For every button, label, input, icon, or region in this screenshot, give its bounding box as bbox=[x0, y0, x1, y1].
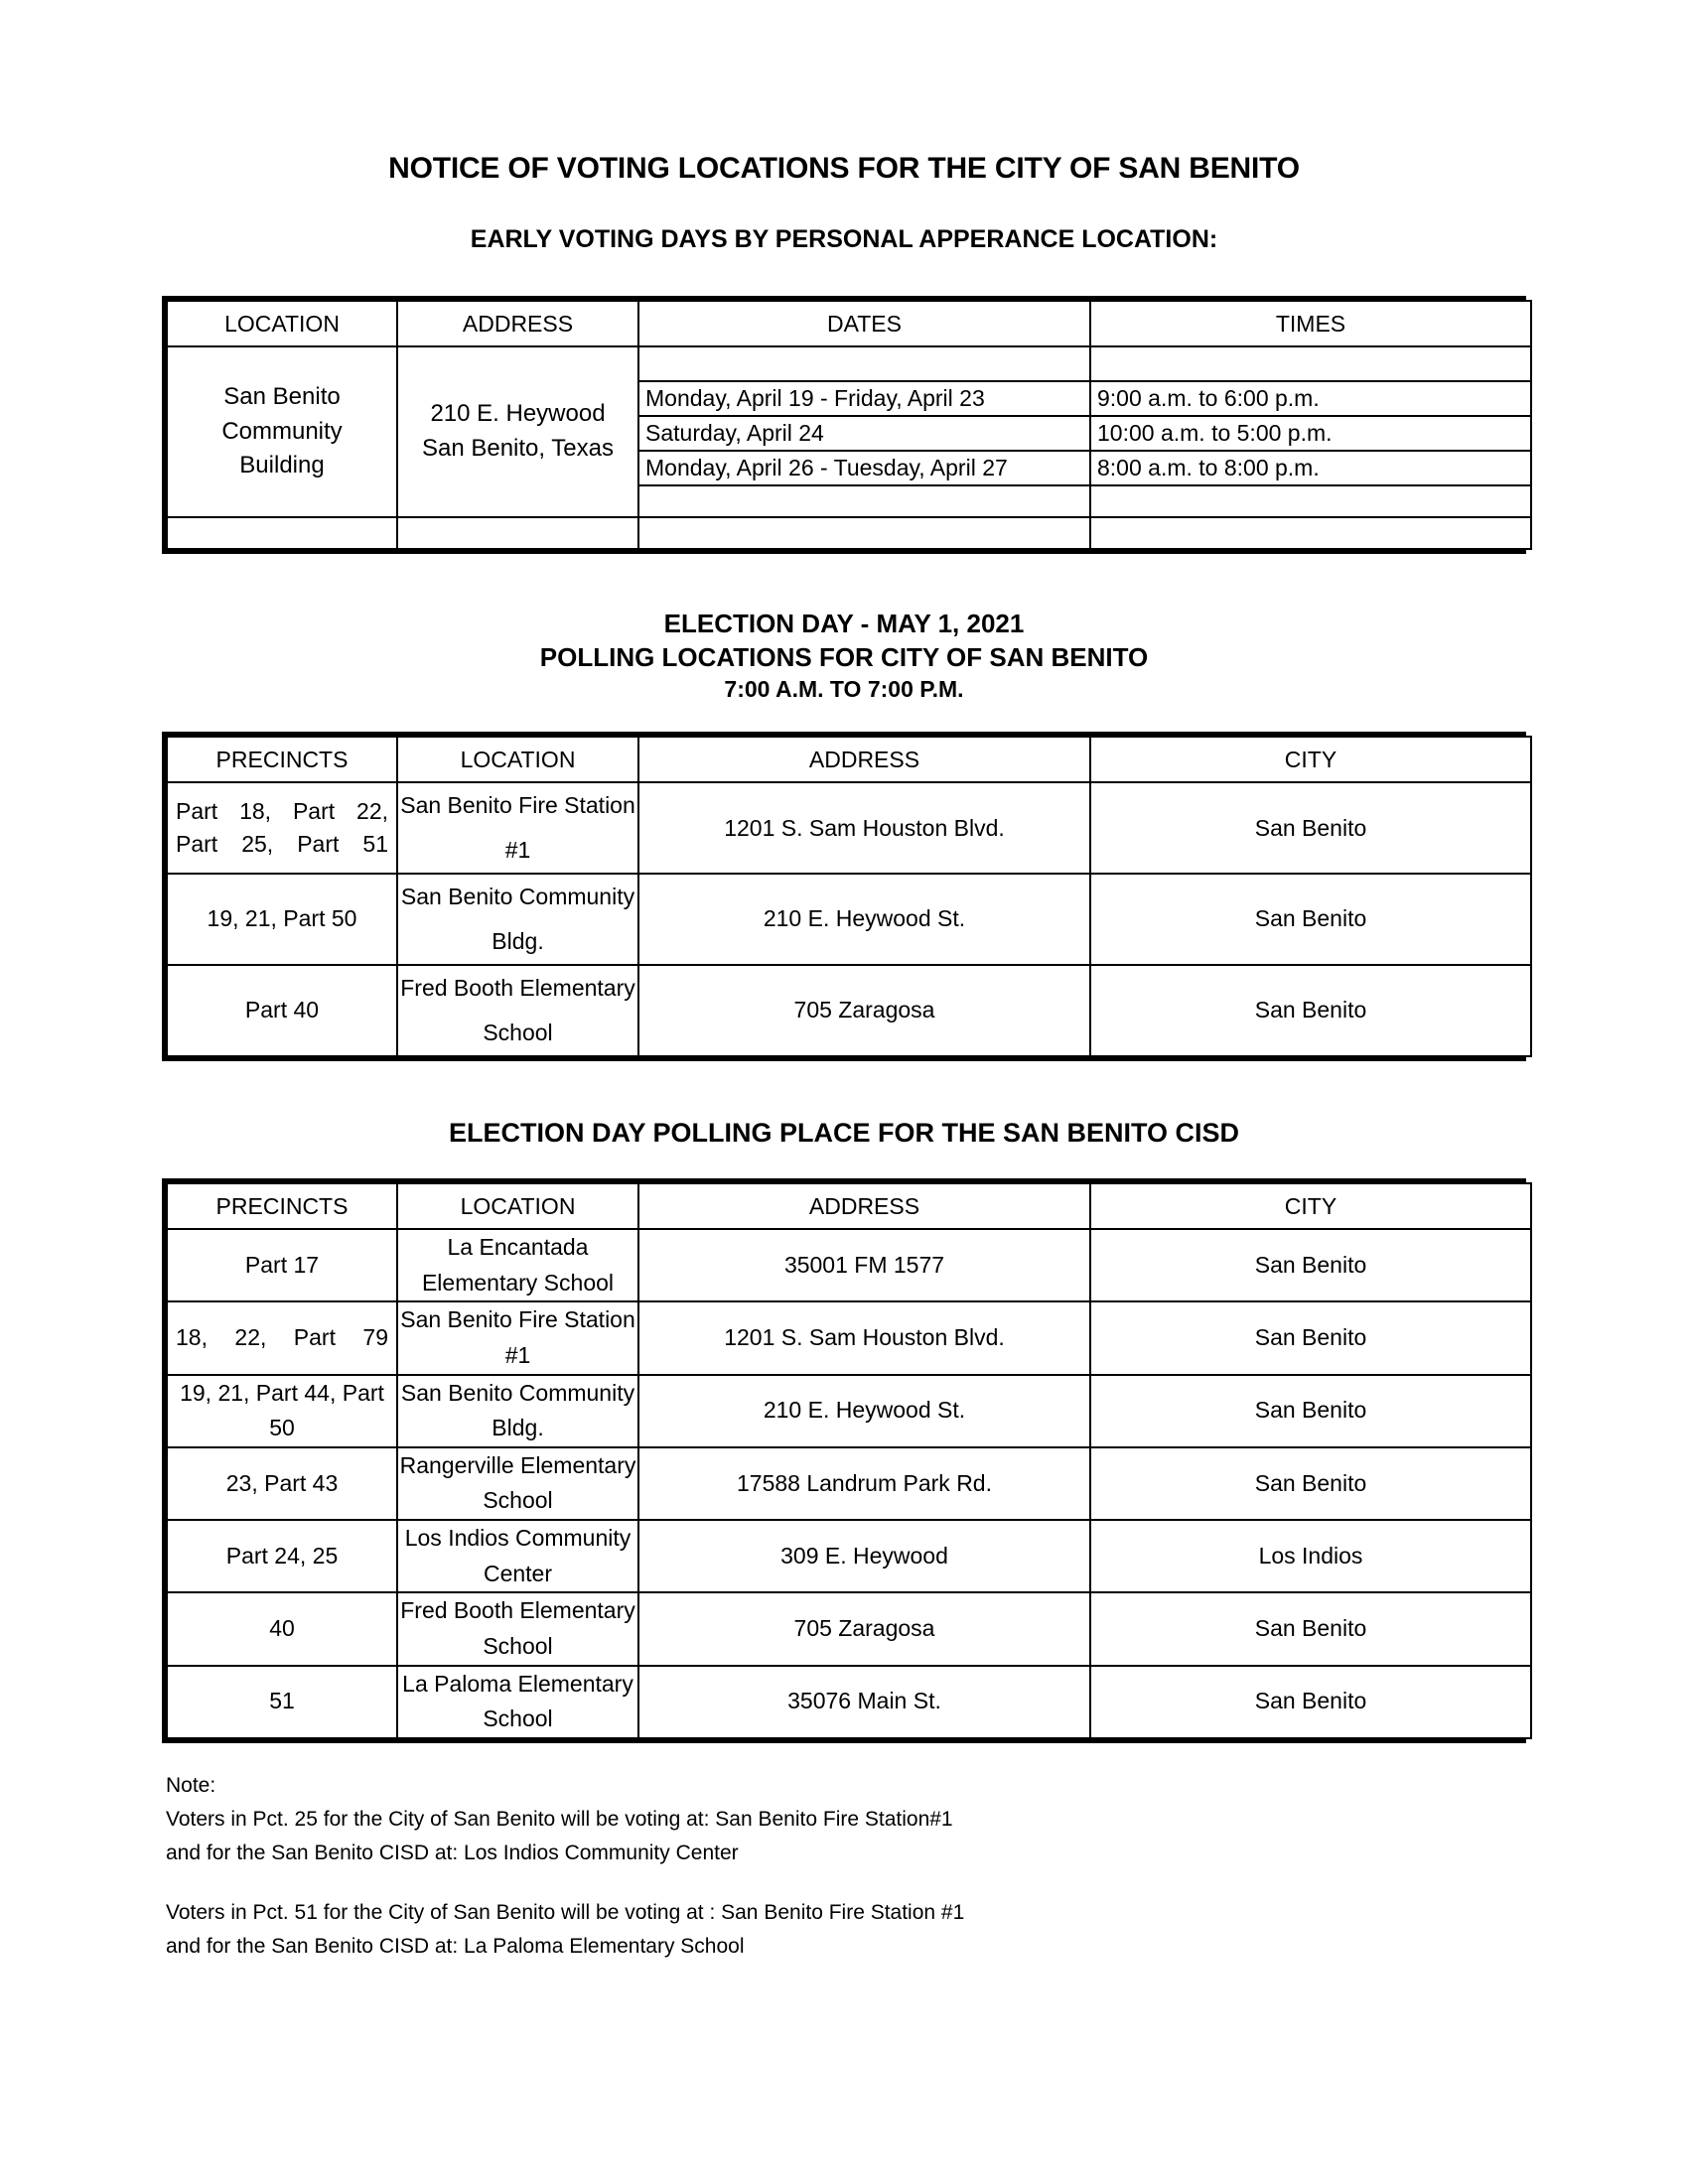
precincts-cell: Part 40 bbox=[167, 965, 397, 1056]
address-cell: 210 E. Heywood St. bbox=[638, 874, 1090, 965]
location-line-2: Bldg. bbox=[492, 1415, 544, 1441]
dates-cell-2: Saturday, April 24 bbox=[638, 416, 1090, 451]
column-header-precincts: PRECINCTS bbox=[167, 737, 397, 782]
table-header-row bbox=[167, 737, 1531, 782]
column-header-times: TIMES bbox=[1090, 301, 1531, 346]
location-line-1: Fred Booth Elementary bbox=[400, 974, 635, 1001]
location-cell bbox=[397, 1229, 638, 1301]
location-line-1: San Benito Fire Station bbox=[400, 1306, 635, 1333]
location-cell bbox=[397, 782, 638, 874]
location-cell bbox=[397, 1447, 638, 1520]
location-line-1: San Benito Community bbox=[400, 1379, 635, 1406]
city-cell: San Benito bbox=[1090, 874, 1531, 965]
city-cell: San Benito bbox=[1090, 1592, 1531, 1665]
early-voting-table bbox=[166, 300, 1532, 550]
city-polling-table bbox=[166, 736, 1532, 1056]
notes-section bbox=[162, 1769, 1526, 1964]
column-header-precincts: PRECINCTS bbox=[167, 1183, 397, 1229]
times-cell-2: 10:00 a.m. to 5:00 p.m. bbox=[1090, 416, 1531, 451]
location-cell bbox=[397, 1592, 638, 1665]
address-cell: 309 E. Heywood bbox=[638, 1520, 1090, 1592]
address-cell: 35001 FM 1577 bbox=[638, 1229, 1090, 1301]
city-polling-table-frame bbox=[162, 732, 1526, 1060]
blank-cell-location bbox=[167, 517, 397, 549]
note-label: Note: bbox=[166, 1773, 216, 1797]
note-pct51-line-1: Voters in Pct. 51 for the City of San Benito will be voting at : San Benito Fire Station #1 bbox=[166, 1900, 965, 1924]
address-cell: 1201 S. Sam Houston Blvd. bbox=[638, 782, 1090, 874]
column-header-address: ADDRESS bbox=[638, 737, 1090, 782]
city-cell: San Benito bbox=[1090, 965, 1531, 1056]
table-row bbox=[167, 1592, 1531, 1665]
election-day-heading bbox=[0, 608, 1688, 704]
location-line-2: School bbox=[483, 1487, 553, 1514]
location-line-2: Community bbox=[221, 417, 343, 445]
location-cell bbox=[397, 1375, 638, 1447]
location-line-2: Bldg. bbox=[492, 928, 544, 955]
location-line-2: School bbox=[483, 1706, 553, 1732]
location-line-2: Elementary School bbox=[421, 1269, 615, 1296]
table-row bbox=[167, 782, 1531, 874]
cisd-polling-table-frame bbox=[162, 1178, 1526, 1743]
times-cell-1: 9:00 a.m. to 6:00 p.m. bbox=[1090, 381, 1531, 416]
address-cell: 705 Zaragosa bbox=[638, 965, 1090, 1056]
table-row bbox=[167, 1301, 1531, 1374]
table-header-row bbox=[167, 301, 1531, 346]
table-row bbox=[167, 874, 1531, 965]
page-title: NOTICE OF VOTING LOCATIONS FOR THE CITY OF SAN BENITO bbox=[388, 152, 1300, 185]
address-cell: 35076 Main St. bbox=[638, 1666, 1090, 1738]
table-row bbox=[167, 1229, 1531, 1301]
election-day-line-3: 7:00 A.M. TO 7:00 P.M. bbox=[724, 675, 964, 702]
table-row bbox=[167, 965, 1531, 1056]
cisd-polling-table bbox=[166, 1182, 1532, 1739]
column-header-location: LOCATION bbox=[167, 301, 397, 346]
precincts-cell: Part 18, Part 22, Part 25, Part 51 bbox=[167, 782, 397, 874]
location-line-2: School bbox=[483, 1019, 553, 1045]
precincts-cell: Part 24, 25 bbox=[167, 1520, 397, 1592]
election-day-line-2: POLLING LOCATIONS FOR CITY OF SAN BENITO bbox=[539, 641, 1149, 672]
precincts-cell: 23, Part 43 bbox=[167, 1447, 397, 1520]
precincts-cell: Part 17 bbox=[167, 1229, 397, 1301]
dates-cell-blank-top bbox=[638, 346, 1090, 381]
column-header-city: CITY bbox=[1090, 737, 1531, 782]
location-cell bbox=[397, 965, 638, 1056]
column-header-location: LOCATION bbox=[397, 737, 638, 782]
location-line-1: Rangerville Elementary bbox=[399, 1451, 636, 1478]
note-pct25-line-1: Voters in Pct. 25 for the City of San Benito will be voting at: San Benito Fire Station#1 bbox=[166, 1807, 953, 1831]
city-cell: San Benito bbox=[1090, 1447, 1531, 1520]
notes-gap bbox=[166, 1870, 1526, 1896]
location-cell bbox=[397, 874, 638, 965]
city-cell: San Benito bbox=[1090, 1666, 1531, 1738]
address-line-1: 210 E. Heywood bbox=[430, 400, 606, 428]
location-line-1: La Encantada bbox=[447, 1233, 589, 1260]
early-voting-table-frame bbox=[162, 296, 1526, 554]
blank-cell-dates bbox=[638, 517, 1090, 549]
address-cell: 705 Zaragosa bbox=[638, 1592, 1090, 1665]
location-line-1: La Paloma Elementary bbox=[402, 1670, 633, 1697]
column-header-dates: DATES bbox=[638, 301, 1090, 346]
address-line-2: San Benito, Texas bbox=[421, 435, 615, 462]
early-voting-address-cell bbox=[397, 346, 638, 517]
blank-cell-times bbox=[1090, 517, 1531, 549]
table-row bbox=[167, 1520, 1531, 1592]
precincts-cell: 19, 21, Part 44, Part 50 bbox=[167, 1375, 397, 1447]
early-voting-location-cell bbox=[167, 346, 397, 517]
precincts-cell: 40 bbox=[167, 1592, 397, 1665]
column-header-address: ADDRESS bbox=[638, 1183, 1090, 1229]
dates-cell-1: Monday, April 19 - Friday, April 23 bbox=[638, 381, 1090, 416]
location-line-1: San Benito Fire Station bbox=[400, 792, 635, 819]
table-row bbox=[167, 346, 1531, 381]
cisd-heading: ELECTION DAY POLLING PLACE FOR THE SAN BENITO CISD bbox=[448, 1117, 1240, 1148]
location-line-2: Center bbox=[483, 1560, 553, 1586]
address-cell: 1201 S. Sam Houston Blvd. bbox=[638, 1301, 1090, 1374]
location-line-2: #1 bbox=[504, 837, 531, 864]
column-header-address: ADDRESS bbox=[397, 301, 638, 346]
election-day-line-1: ELECTION DAY - MAY 1, 2021 bbox=[663, 609, 1025, 638]
table-header-row bbox=[167, 1183, 1531, 1229]
dates-cell-3: Monday, April 26 - Tuesday, April 27 bbox=[638, 451, 1090, 485]
location-cell bbox=[397, 1520, 638, 1592]
address-cell: 17588 Landrum Park Rd. bbox=[638, 1447, 1090, 1520]
city-cell: San Benito bbox=[1090, 1229, 1531, 1301]
location-cell bbox=[397, 1301, 638, 1374]
location-line-2: #1 bbox=[504, 1341, 531, 1368]
column-header-city: CITY bbox=[1090, 1183, 1531, 1229]
note-pct51-line-2: and for the San Benito CISD at: La Paloma Elementary School bbox=[166, 1934, 745, 1958]
table-row bbox=[167, 517, 1531, 549]
table-row bbox=[167, 1375, 1531, 1447]
city-cell: San Benito bbox=[1090, 1301, 1531, 1374]
city-cell: San Benito bbox=[1090, 1375, 1531, 1447]
address-cell: 210 E. Heywood St. bbox=[638, 1375, 1090, 1447]
precincts-cell: 18, 22, Part 79 bbox=[167, 1301, 397, 1374]
precincts-cell: 19, 21, Part 50 bbox=[167, 874, 397, 965]
column-header-location: LOCATION bbox=[397, 1183, 638, 1229]
city-cell: Los Indios bbox=[1090, 1520, 1531, 1592]
times-cell-blank-top bbox=[1090, 346, 1531, 381]
early-voting-subtitle: EARLY VOTING DAYS BY PERSONAL APPERANCE LOCATION: bbox=[470, 225, 1218, 253]
table-row bbox=[167, 1666, 1531, 1738]
table-row bbox=[167, 1447, 1531, 1520]
location-cell bbox=[397, 1666, 638, 1738]
dates-cell-blank-bottom bbox=[638, 485, 1090, 517]
times-cell-blank-bottom bbox=[1090, 485, 1531, 517]
location-line-1: Los Indios Community bbox=[404, 1525, 632, 1552]
location-line-1: Fred Booth Elementary bbox=[400, 1597, 635, 1624]
city-cell: San Benito bbox=[1090, 782, 1531, 874]
blank-cell-address bbox=[397, 517, 638, 549]
precincts-cell: 51 bbox=[167, 1666, 397, 1738]
location-line-2: School bbox=[483, 1632, 553, 1659]
location-line-1: San Benito Community bbox=[400, 884, 635, 910]
location-line-3: Building bbox=[239, 452, 325, 479]
location-line-1: San Benito bbox=[223, 382, 341, 410]
note-pct25-line-2: and for the San Benito CISD at: Los Indios Community Center bbox=[166, 1841, 739, 1864]
times-cell-3: 8:00 a.m. to 8:00 p.m. bbox=[1090, 451, 1531, 485]
